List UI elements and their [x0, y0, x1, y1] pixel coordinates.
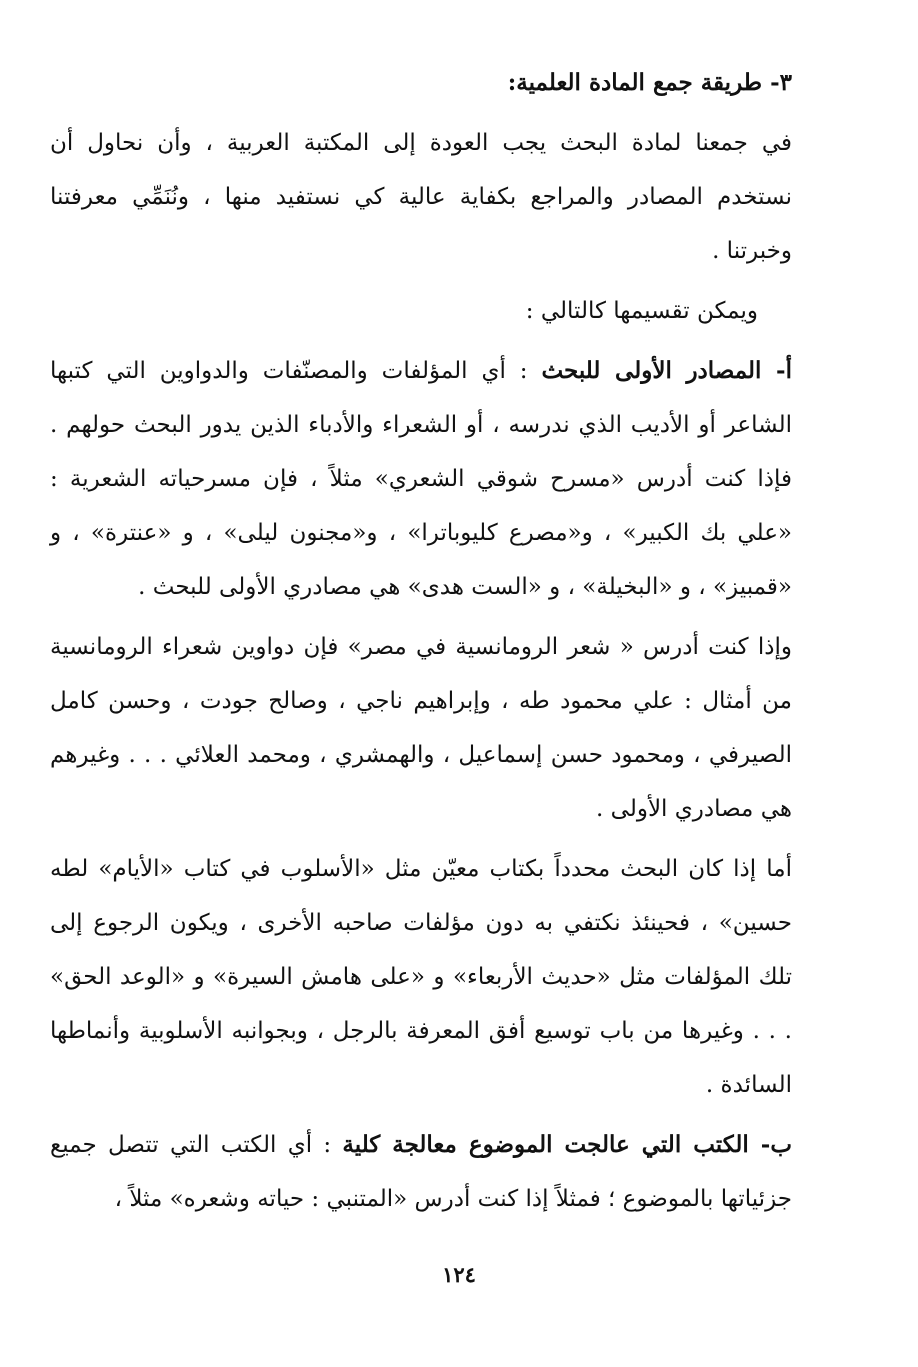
body-text	[50, 56, 792, 1232]
page-number: ١٢٤	[442, 1262, 476, 1287]
section-heading: ٣- طريقة جمع المادة العلمية:	[507, 69, 792, 96]
paragraph-romanticism: وإذا كنت أدرس « شعر الرومانسية في مصر» فإن دواوين شعراء الرومانسية من أمثال : علي محمود طه ، وإبراهيم ناجي ، وصالح جودت ، وحسن كامل الصيرفي ، ومحمود حسن إسماعيل ، والهمشري ، ومحمد العلائي . . . وغيرهم هي مصادري الأولى .	[50, 634, 792, 822]
section-a-text: : أي المؤلفات والمصنّفات والدواوين التي كتبها الشاعر أو الأديب الذي ندرسه ، أو الشعراء والأدباء الذين يدور البحث حولهم . فإذا كنت أدرس «مسرح شوقي الشعري» مثلاً ، فإن مسرحياته الشعرية : «علي بك الكبير» ، و«مصرع كليوباترا» ، و«مجنون ليلى» ، و «عنترة» ، و «قمبيز» ، و «البخيلة» ، و «الست هدى» هي مصادري الأولى للبحث .	[50, 358, 793, 600]
section-b-text: : أي الكتب التي تتصل جميع جزئياتها بالموضوع ؛ فمثلاً إذا كنت أدرس «المتنبي : حياته وشعره» مثلاً ،	[50, 1132, 792, 1212]
paragraph-section-b	[50, 1118, 792, 1226]
section-b-lead: ب- الكتب التي عالجت الموضوع معالجة كلية	[342, 1131, 792, 1158]
paragraph-division: ويمكن تقسيمها كالتالي :	[525, 298, 758, 324]
paragraph-section-a	[50, 344, 792, 614]
paragraph-intro: في جمعنا لمادة البحث يجب العودة إلى المكتبة العربية ، وأن نحاول أن نستخدم المصادر والمراجع بكفاية عالية كي نستفيد منها ، ونُنَمِّي معرفتنا وخبرتنا .	[50, 130, 792, 264]
paragraph-specific-book: أما إذا كان البحث محدداً بكتاب معيّن مثل «الأسلوب في كتاب «الأيام» لطه حسين» ، فحينئذ نكتفي به دون مؤلفات صاحبه الأخرى ، ويكون الرجوع إلى تلك المؤلفات مثل «حديث الأربعاء» و «على هامش السيرة» و «الوعد الحق» . . . وغيرها من باب توسيع أفق المعرفة بالرجل ، وبجوانبه الأسلوبية وأنماطها السائدة .	[50, 856, 792, 1098]
section-a-lead: أ- المصادر الأولى للبحث	[541, 357, 792, 384]
